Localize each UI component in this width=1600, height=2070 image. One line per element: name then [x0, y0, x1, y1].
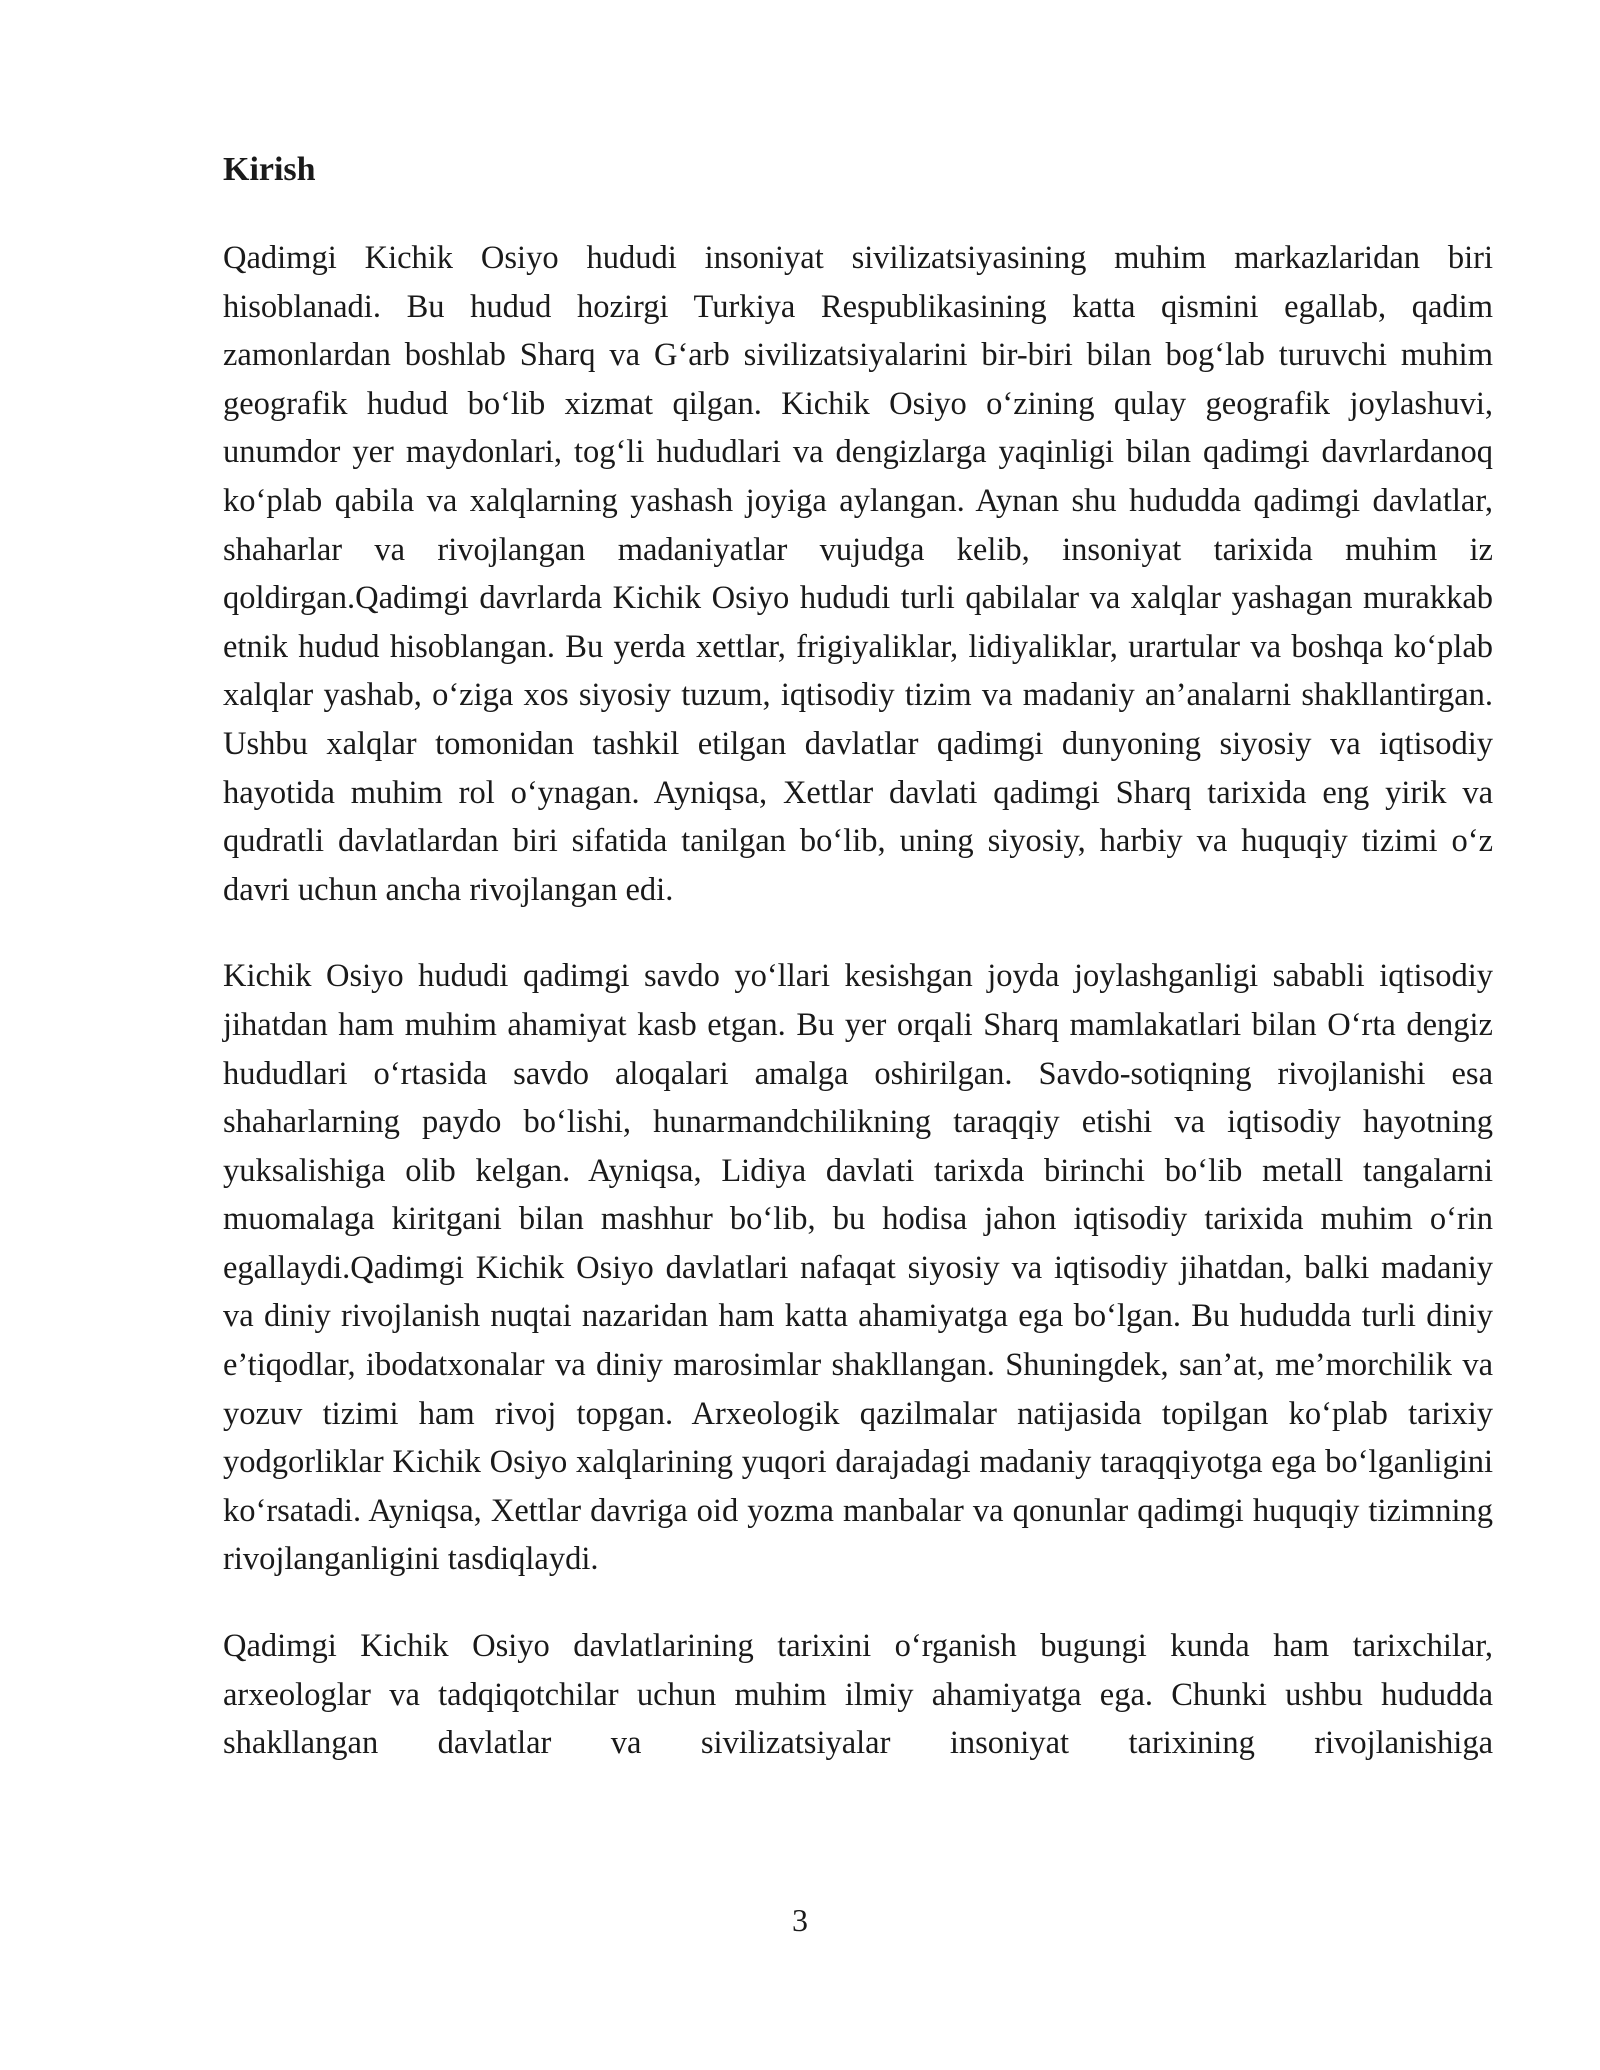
section-heading: Kirish	[223, 151, 316, 188]
paragraph-2: Kichik Osiyo hududi qadimgi savdo yo‘llari kesishgan joyda joylashganligi sababli iqtisodiy jihatdan ham muhim ahamiyat kasb etgan. Bu yer orqali Sharq mamlakatlari bilan O‘rta dengiz hududlari o‘rtasida savdo aloqalari amalga oshirilgan. Savdo-sotiqning rivojlanishi esa shaharlarning paydo bo‘lishi, hunarmandchilikning taraqqiy etishi va iqtisodiy hayotning yuksalishiga olib kelgan. Ayniqsa, Lidiya davlati tarixda birinchi bo‘lib metall tangalarni muomalaga kiritgani bilan mashhur bo‘lib, bu hodisa jahon iqtisodiy tarixida muhim o‘rin egallaydi.Qadimgi Kichik Osiyo davlatlari nafaqat siyosiy va iqtisodiy jihatdan, balki madaniy va diniy rivojlanish nuqtai nazaridan ham katta ahamiyatga ega bo‘lgan. Bu hududda turli diniy e’tiqodlar, ibodatxonalar va diniy marosimlar shakllangan. Shuningdek, san’at, me’morchilik va yozuv tizimi ham rivoj topgan. Arxeologik qazilmalar natijasida topilgan ko‘plab tarixiy yodgorliklar Kichik Osiyo xalqlarining yuqori darajadagi madaniy taraqqiyotga ega bo‘lganligini ko‘rsatadi. Ayniqsa, Xettlar davriga oid yozma manbalar va qonunlar qadimgi huquqiy tizimning rivojlanganligini tasdiqlaydi.	[223, 958, 1493, 1578]
page-number: 3	[792, 1902, 808, 1938]
paragraph-3: Qadimgi Kichik Osiyo davlatlarining tarixini o‘rganish bugungi kunda ham tarixchilar, arxeologlar va tadqiqotchilar uchun muhim ilmiy ahamiyatga ega. Chunki ushbu hududda shakllangan davlatlar va sivilizatsiyalar insoniyat tarixining rivojlanishiga	[223, 1628, 1493, 1762]
page-content	[223, 150, 1493, 1768]
paragraph-1: Qadimgi Kichik Osiyo hududi insoniyat sivilizatsiyasining muhim markazlaridan biri hisoblanadi. Bu hudud hozirgi Turkiya Respublikasining katta qismini egallab, qadim zamonlardan boshlab Sharq va G‘arb sivilizatsiyalarini bir-biri bilan bog‘lab turuvchi muhim geografik hudud bo‘lib xizmat qilgan. Kichik Osiyo o‘zining qulay geografik joylashuvi, unumdor yer maydonlari, tog‘li hududlari va dengizlarga yaqinligi bilan qadimgi davrlardanoq ko‘plab qabila va xalqlarning yashash joyiga aylangan. Aynan shu hududda qadimgi davlatlar, shaharlar va rivojlangan madaniyatlar vujudga kelib, insoniyat tarixida muhim iz qoldirgan.Qadimgi davrlarda Kichik Osiyo hududi turli qabilalar va xalqlar yashagan murakkab etnik hudud hisoblangan. Bu yerda xettlar, frigiyaliklar, lidiyaliklar, urartular va boshqa ko‘plab xalqlar yashab, o‘ziga xos siyosiy tuzum, iqtisodiy tizim va madaniy an’analarni shakllantirgan. Ushbu xalqlar tomonidan tashkil etilgan davlatlar qadimgi dunyoning siyosiy va iqtisodiy hayotida muhim rol o‘ynagan. Ayniqsa, Xettlar davlati qadimgi Sharq tarixida eng yirik va qudratli davlatlardan biri sifatida tanilgan bo‘lib, uning siyosiy, harbiy va huquqiy tizimi o‘z davri uchun ancha rivojlangan edi.	[223, 240, 1493, 908]
